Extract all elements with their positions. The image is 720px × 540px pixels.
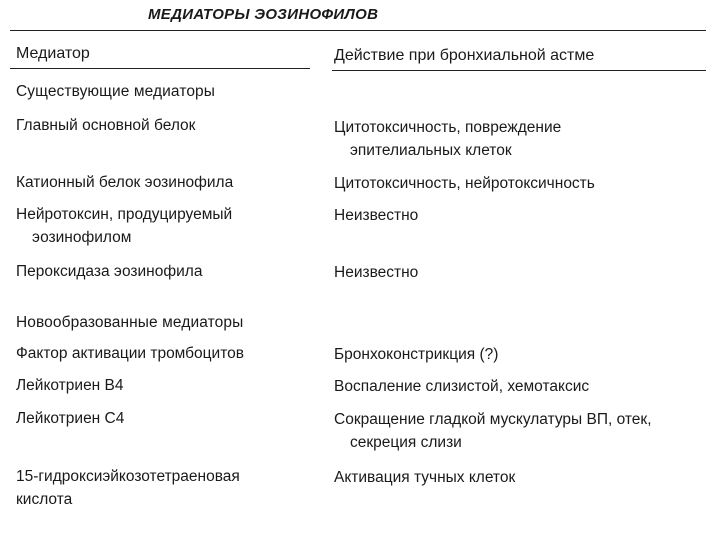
header-rule-right <box>332 70 706 71</box>
action-text: Неизвестно <box>334 264 419 281</box>
action-text: Неизвестно <box>334 207 419 224</box>
action-cell <box>334 343 498 366</box>
mediator-text: Нейротоксин, продуцируемый <box>16 206 233 223</box>
mediator-cell <box>16 171 233 194</box>
action-cell <box>334 116 561 162</box>
action-text: эпителиальных клеток <box>350 142 512 159</box>
top-rule <box>10 30 706 31</box>
section-label: Существующие медиаторы <box>16 83 216 100</box>
action-cell <box>334 172 595 195</box>
mediator-cell <box>16 465 240 511</box>
section-label: Новообразованные медиаторы <box>16 314 244 331</box>
mediator-cell <box>16 342 244 365</box>
mediator-text: Лейкотриен C4 <box>16 410 125 427</box>
mediator-cell <box>16 407 124 430</box>
action-cell <box>334 408 652 454</box>
mediator-cell <box>16 374 124 397</box>
mediator-text: Пероксидаза эозинофила <box>16 263 203 280</box>
mediator-cell <box>16 260 202 283</box>
mediator-text: Фактор активации тромбоцитов <box>16 345 244 362</box>
mediator-text: 15-гидроксиэйкозотетраеновая <box>16 468 240 485</box>
action-text: Активация тучных клеток <box>334 469 516 486</box>
mediator-text: Главный основной белок <box>16 117 196 134</box>
action-cell <box>334 204 418 227</box>
action-cell <box>334 466 515 489</box>
mediator-text: Лейкотриен B4 <box>16 377 124 394</box>
header-rule-left <box>10 68 310 69</box>
action-text: Воспаление слизистой, хемотаксис <box>334 378 590 395</box>
mediator-text: эозинофилом <box>32 229 132 246</box>
action-text: Цитотоксичность, повреждение <box>334 119 562 136</box>
mediator-text: Катионный белок эозинофила <box>16 174 234 191</box>
page-title: МЕДИАТОРЫ ЭОЗИНОФИЛОВ <box>148 6 379 23</box>
action-text: Сокращение гладкой мускулатуры ВП, отек, <box>334 411 652 428</box>
action-text: секреция слизи <box>350 434 462 451</box>
mediator-cell <box>16 203 232 249</box>
mediator-cell <box>16 114 195 137</box>
action-cell <box>334 261 418 284</box>
action-text: Бронхоконстрикция (?) <box>334 346 499 363</box>
action-cell <box>334 375 589 398</box>
action-text: Цитотоксичность, нейротоксичность <box>334 175 595 192</box>
column-header-mediator: Медиатор <box>16 45 90 62</box>
mediator-text: кислота <box>16 491 73 508</box>
column-header-action: Действие при бронхиальной астме <box>334 47 595 64</box>
